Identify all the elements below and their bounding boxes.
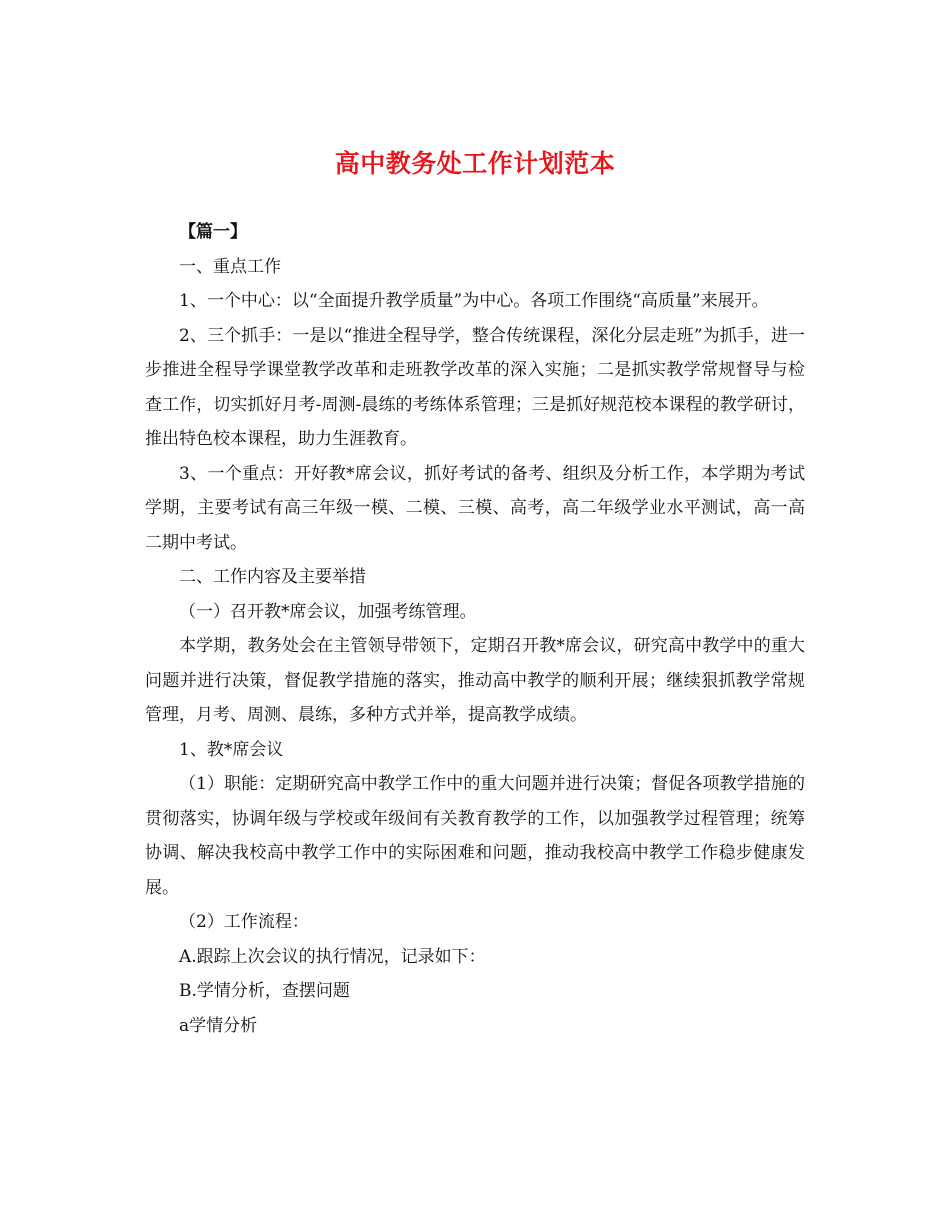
document-body (145, 215, 805, 1043)
paragraph-key-point: 3、一个重点：开好教*席会议，抓好考试的备考、组织及分析工作，本学期为考试学期，主要考试有高三年级一模、二模、三模、高考，高二年级学业水平测试，高一高二期中考试。 (145, 463, 805, 553)
paragraph-step-b: B.学情分析，查摆问题 (179, 981, 350, 1001)
heading-key-work: 一、重点工作 (179, 256, 281, 277)
document-title: 高中教务处工作计划范本 (334, 149, 616, 178)
heading-work-content: 二、工作内容及主要举措 (179, 567, 366, 587)
subheading-meeting: （一）召开教*席会议，加强考练管理。 (179, 601, 477, 622)
paragraph-semester: 本学期，教务处会在主管领导带领下，定期召开教*席会议，研究高中教学中的重大问题并进行决策，督促教学措施的落实，推动高中教学的顺利开展；继续狠抓教学常规管理，月考、周测、晨练，多种方式并举，提高教学成绩。 (145, 636, 805, 725)
section-label: 【篇一】 (179, 222, 247, 242)
paragraph-workflow: （2）工作流程： (179, 912, 309, 932)
subheading-chair-meeting: 1、教*席会议 (179, 739, 284, 760)
paragraph-step-b-a: a学情分析 (179, 1015, 258, 1036)
paragraph-center: 1、一个中心：以“全面提升教学质量”为中心。各项工作围绕“高质量”来展开。 (179, 291, 769, 311)
paragraph-step-a: A.跟踪上次会议的执行情况，记录如下： (179, 946, 486, 967)
paragraph-three-handles: 2、三个抓手：一是以“推进全程导学，整合传统课程，深化分层走班”为抓手，进一步推进全程导学课堂教学改革和走班教学改革的深入实施；二是抓实教学常规督导与检查工作，切实抓好月考-周测-晨练的考练体系管理；三是抓好规范校本课程的教学研讨，推出特色校本课程，助力生涯教育。 (145, 325, 805, 449)
paragraph-function: （1）职能：定期研究高中教学工作中的重大问题并进行决策；督促各项教学措施的贯彻落实，协调年级与学校或年级间有关教育教学的工作，以加强教学过程管理；统筹协调、解决我校高中教学工作中的实际困难和问题，推动我校高中教学工作稳步健康发展。 (145, 774, 805, 898)
